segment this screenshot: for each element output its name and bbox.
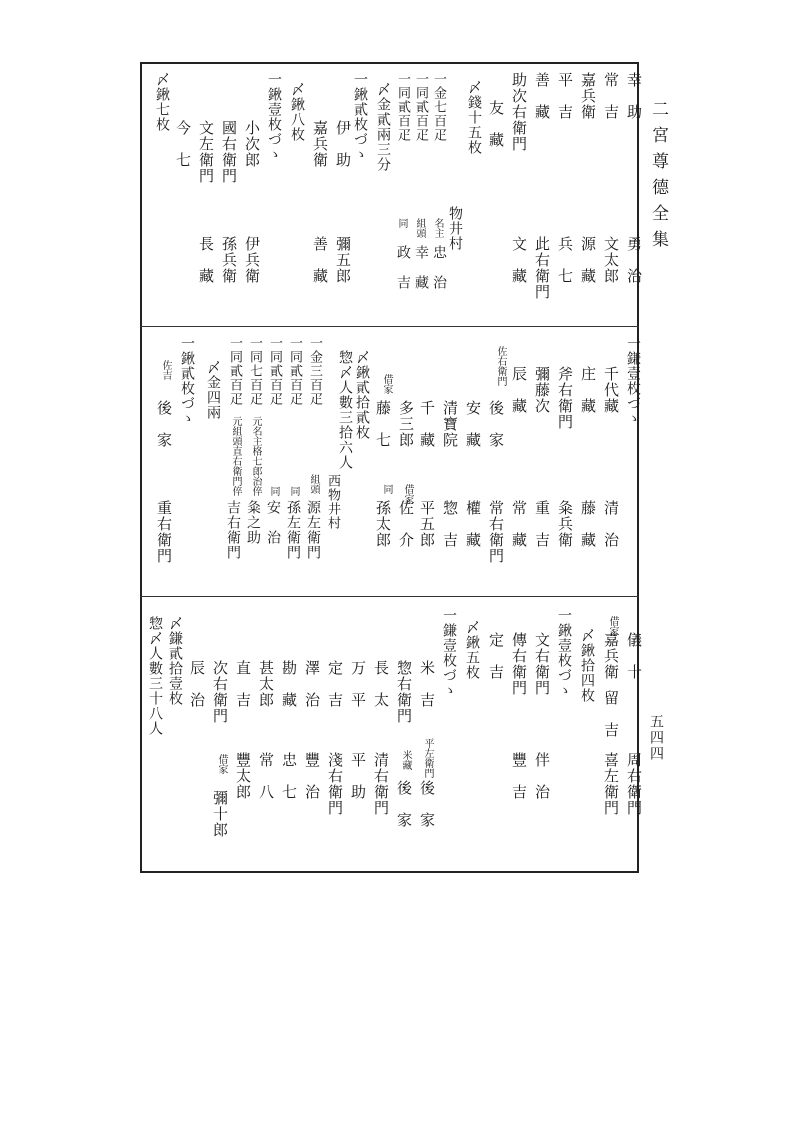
text-column: 儀 十 xyxy=(625,632,643,680)
text-column: 常 藏 xyxy=(510,500,528,548)
text-column: 彌五郎 xyxy=(334,236,352,284)
section-divider xyxy=(140,326,639,327)
text-column: 澤 治 xyxy=(303,660,321,708)
text-column: 淺右衛門 xyxy=(326,752,344,816)
text-column: 〆錢十五枚 xyxy=(466,80,482,155)
text-column: 〆鍬八枚 xyxy=(289,82,305,142)
text-column: 辰 藏 xyxy=(510,366,528,414)
text-column: 惣〆人數三十八人 xyxy=(147,616,163,736)
text-column: 周右衛門 xyxy=(625,752,643,816)
text-column: 勇 治 xyxy=(625,236,643,284)
text-column: 粂兵衛 xyxy=(556,500,574,548)
text-column: 西物井村 xyxy=(325,474,340,530)
text-column: 一金七百疋 xyxy=(431,72,446,142)
text-column: 幸 藏 xyxy=(413,245,429,290)
text-column: 辰 治 xyxy=(188,660,206,708)
text-column: 〆鍬拾四枚 xyxy=(579,628,595,703)
text-column: 伊 助 xyxy=(334,120,352,168)
text-column: 孫左衛門 xyxy=(285,500,301,560)
text-column: 文 藏 xyxy=(510,236,528,284)
text-column: 惣右衛門 xyxy=(395,660,413,724)
text-column: 留 吉 xyxy=(602,690,620,738)
text-column: 借家 xyxy=(402,484,413,504)
text-column: 庄 藏 xyxy=(579,366,597,414)
text-column: 〆鍬五枚 xyxy=(464,620,480,680)
text-column: 長 藏 xyxy=(197,236,215,284)
text-column: 平 助 xyxy=(349,752,367,800)
text-column: 米 吉 xyxy=(418,660,436,708)
text-column: 今 七 xyxy=(174,120,192,168)
text-column: 〆鍬七枚 xyxy=(154,72,170,132)
text-column: 甚太郎 xyxy=(257,660,275,708)
text-column: 組頭 xyxy=(414,218,425,238)
text-column: 同 xyxy=(288,486,299,496)
text-column: 粂之助 xyxy=(245,500,261,545)
text-column: 喜左衛門 xyxy=(602,752,620,816)
text-column: 直 吉 xyxy=(234,660,252,708)
text-column: 名主 xyxy=(432,218,443,238)
text-column: 佐右衛門 xyxy=(495,346,506,386)
text-column: 清寶院 xyxy=(441,400,459,448)
text-column: 同 xyxy=(381,484,392,494)
text-column: 一同貳百疋 xyxy=(287,336,302,406)
text-column: 豐 治 xyxy=(303,752,321,800)
text-column: 借家 xyxy=(607,616,618,636)
text-column: 孫兵衛 xyxy=(220,236,238,284)
text-column: 平五郎 xyxy=(418,500,436,548)
text-column: 常 八 xyxy=(257,752,275,800)
text-column: 文太郎 xyxy=(602,236,620,284)
text-column: 一同貳百疋 xyxy=(227,336,242,406)
text-column: 彌十郎 xyxy=(211,790,229,838)
text-column: 一鍬貳枚づゝ xyxy=(179,336,195,426)
text-column: 勘 藏 xyxy=(280,660,298,708)
text-column: 平 吉 xyxy=(556,72,574,120)
text-column: 借家 xyxy=(216,754,227,774)
text-column: 組頭 xyxy=(308,474,319,494)
text-column: 文左衛門 xyxy=(197,120,215,184)
text-column: 惣 吉 xyxy=(441,500,459,548)
text-column: 重 吉 xyxy=(533,500,551,548)
text-column: 重右衛門 xyxy=(155,500,173,564)
text-column: 一鍬壹枚づゝ xyxy=(556,608,572,698)
text-column: 源 藏 xyxy=(579,236,597,284)
text-column: 嘉兵衛 xyxy=(602,632,620,680)
text-column: 定 吉 xyxy=(326,660,344,708)
text-column: 一鍬壹枚づゝ xyxy=(266,72,282,162)
text-column: 千 藏 xyxy=(418,400,436,448)
section-divider xyxy=(140,596,639,597)
text-column: 元名主格七郎治倅 xyxy=(250,416,261,496)
text-column: 〆鎌貳拾壹枚 xyxy=(167,616,183,706)
text-column: 万 平 xyxy=(349,660,367,708)
text-column: 同 xyxy=(396,218,407,228)
text-column: 國右衛門 xyxy=(220,120,238,184)
running-title: 二宮尊德全集 xyxy=(648,100,668,256)
text-column: 一同貳百疋 xyxy=(267,336,282,406)
text-column: 平左衛門 xyxy=(422,738,433,778)
text-column: 多三郎 xyxy=(397,400,415,448)
text-column: 小次郎 xyxy=(243,120,261,168)
text-column: 源左衛門 xyxy=(305,500,321,560)
text-column: 友 藏 xyxy=(487,100,505,148)
text-column: 後 家 xyxy=(155,400,173,448)
text-column: 孫太郎 xyxy=(374,500,392,548)
text-column: 〆金四兩 xyxy=(205,360,221,420)
text-column: 兵 七 xyxy=(556,236,574,284)
text-column: 一鎌壹枚づゝ xyxy=(625,336,641,426)
text-column: 藤 七 xyxy=(374,400,392,448)
text-column: 佐 介 xyxy=(397,500,415,548)
text-column: 後 家 xyxy=(418,780,436,828)
text-column: 善 藏 xyxy=(533,72,551,120)
text-column: 常右衛門 xyxy=(487,500,505,564)
text-column: 傳右衛門 xyxy=(510,632,528,696)
text-column: 一同貳百疋 xyxy=(413,72,428,142)
text-column: 一鍬貳枚づゝ xyxy=(352,72,368,162)
text-column: 此右衛門 xyxy=(533,236,551,300)
text-column: 一鎌壹枚づゝ xyxy=(441,608,457,698)
text-column: 豐 吉 xyxy=(510,752,528,800)
text-column: 安 藏 xyxy=(464,400,482,448)
text-column: 忠 七 xyxy=(280,752,298,800)
text-column: 權 藏 xyxy=(464,500,482,548)
text-column: 常 吉 xyxy=(602,72,620,120)
text-column: 伴 治 xyxy=(533,752,551,800)
page-number: 五四四 xyxy=(648,714,664,762)
text-column: 幸 助 xyxy=(625,72,643,120)
text-column: 物井村 xyxy=(447,206,463,251)
text-column: 一金三百疋 xyxy=(307,336,322,406)
text-column: 嘉兵衛 xyxy=(311,120,329,168)
text-column: 吉右衛門 xyxy=(225,500,241,560)
text-column: 後 家 xyxy=(395,780,413,828)
text-column: 伊兵衛 xyxy=(243,236,261,284)
text-column: 一同七百疋 xyxy=(247,336,262,406)
text-column: 次右衛門 xyxy=(211,660,229,724)
text-column: 豐太郎 xyxy=(234,752,252,800)
text-column: 長 太 xyxy=(372,660,390,708)
text-column: 一同貳百疋 xyxy=(395,72,410,142)
text-column: 佐吉 xyxy=(160,360,171,380)
text-column: 定 吉 xyxy=(487,632,505,680)
text-column: 米藏 xyxy=(400,750,411,770)
text-column: 〆鍬貳拾貳枚 xyxy=(354,350,370,440)
text-column: 後 家 xyxy=(487,400,505,448)
text-column: 清右衛門 xyxy=(372,752,390,816)
text-column: 藤 藏 xyxy=(579,500,597,548)
text-column: 文右衛門 xyxy=(533,632,551,696)
text-column: 同 xyxy=(268,486,279,496)
text-column: 清 治 xyxy=(602,500,620,548)
text-column: 惣〆人數三拾六人 xyxy=(337,350,353,470)
text-column: 〆金貳兩三分 xyxy=(375,82,391,172)
text-column: 安 治 xyxy=(265,500,281,545)
text-column: 善 藏 xyxy=(311,236,329,284)
text-column: 忠 治 xyxy=(431,245,447,290)
text-column: 千代藏 xyxy=(602,366,620,414)
text-column: 嘉兵衛 xyxy=(579,72,597,120)
text-column: 斧右衛門 xyxy=(556,366,574,430)
text-column: 彌藤次 xyxy=(533,366,551,414)
text-column: 助次右衛門 xyxy=(510,72,528,152)
text-column: 借家 xyxy=(381,374,392,394)
text-column: 政 吉 xyxy=(395,245,411,290)
text-column: 元組頭直右衛門倅 xyxy=(230,416,241,496)
